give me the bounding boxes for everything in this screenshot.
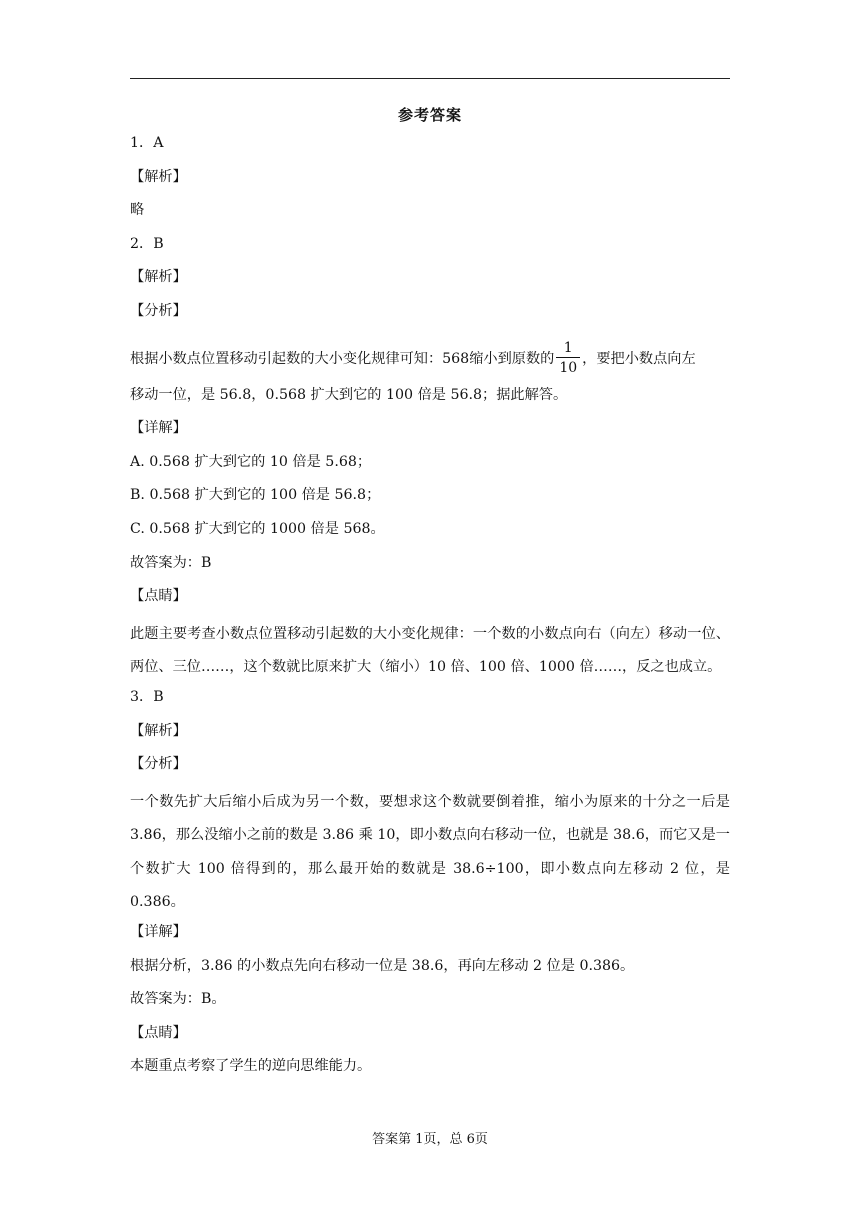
header-rule — [130, 78, 730, 79]
q2-detail-a: A. 0.568 扩大到它的 10 倍是 5.68； — [130, 453, 372, 470]
q3-comment: 本题重点考察了学生的逆向思维能力。 — [130, 1058, 372, 1075]
q1-heading: 1．A — [130, 135, 164, 151]
page-title: 参考答案 — [397, 106, 462, 124]
q2-xiangjie-label: 【详解】 — [130, 420, 187, 437]
q2-fenxi-label: 【分析】 — [130, 302, 187, 319]
q2-analysis-after: ，要把小数点向左 — [582, 350, 696, 367]
q3-dianjing-label: 【点睛】 — [130, 1024, 187, 1041]
q3-jiexi-label: 【解析】 — [130, 722, 187, 739]
q2-analysis-line1 — [130, 333, 730, 383]
q3-conclusion: 故答案为：B。 — [130, 991, 226, 1008]
q3-detail: 根据分析，3.86 的小数点先向右移动一位是 38.6，再向左移动 2 位是 0.386。 — [130, 957, 635, 974]
q2-analysis-line2: 移动一位，是 56.8，0.568 扩大到它的 100 倍是 56.8；据此解答。 — [130, 386, 568, 403]
fraction-one-tenth — [556, 341, 580, 375]
q2-jiexi-label: 【解析】 — [130, 269, 187, 286]
q1-text: 略 — [130, 202, 145, 219]
q3-heading: 3．B — [130, 688, 164, 705]
fraction-numerator: 1 — [563, 339, 573, 356]
q2-comment: 此题主要考查小数点位置移动引起数的大小变化规律：一个数的小数点向右（向左）移动一位、两位、三位……，这个数就比原来扩大（缩小）10 倍、100 倍、1000 倍……，反之也成立。 — [130, 625, 730, 676]
q2-dianjing-label: 【点睛】 — [130, 588, 187, 605]
q2-conclusion: 故答案为：B — [130, 554, 212, 571]
q2-detail-c: C. 0.568 扩大到它的 1000 倍是 568。 — [130, 520, 385, 537]
answer-content — [130, 131, 730, 1088]
q3-xiangjie-label: 【详解】 — [130, 924, 187, 941]
q2-analysis-before: 根据小数点位置移动引起数的大小变化规律可知：568缩小到原数的 — [130, 350, 555, 367]
page-footer: 答案第 1页，总 6页 — [372, 1132, 488, 1147]
fraction-denominator: 10 — [559, 359, 578, 376]
q2-detail-b: B. 0.568 扩大到它的 100 倍是 56.8； — [130, 487, 381, 504]
q3-analysis: 一个数先扩大后缩小后成为另一个数，要想求这个数就要倒着推，缩小为原来的十分之一后是 3.86，那么没缩小之前的数是 3.86 乘 10，即小数点向右移动一位，也就是 38.6，而它又是一个数扩大 100 倍得到的，那么最开始的数就是 38.6÷100，即小数点向左移动 2 位，是 0.386。 — [130, 793, 730, 911]
q3-fenxi-label: 【分析】 — [130, 756, 187, 773]
q1-jiexi-label: 【解析】 — [130, 168, 187, 185]
q2-heading: 2．B — [130, 235, 164, 252]
